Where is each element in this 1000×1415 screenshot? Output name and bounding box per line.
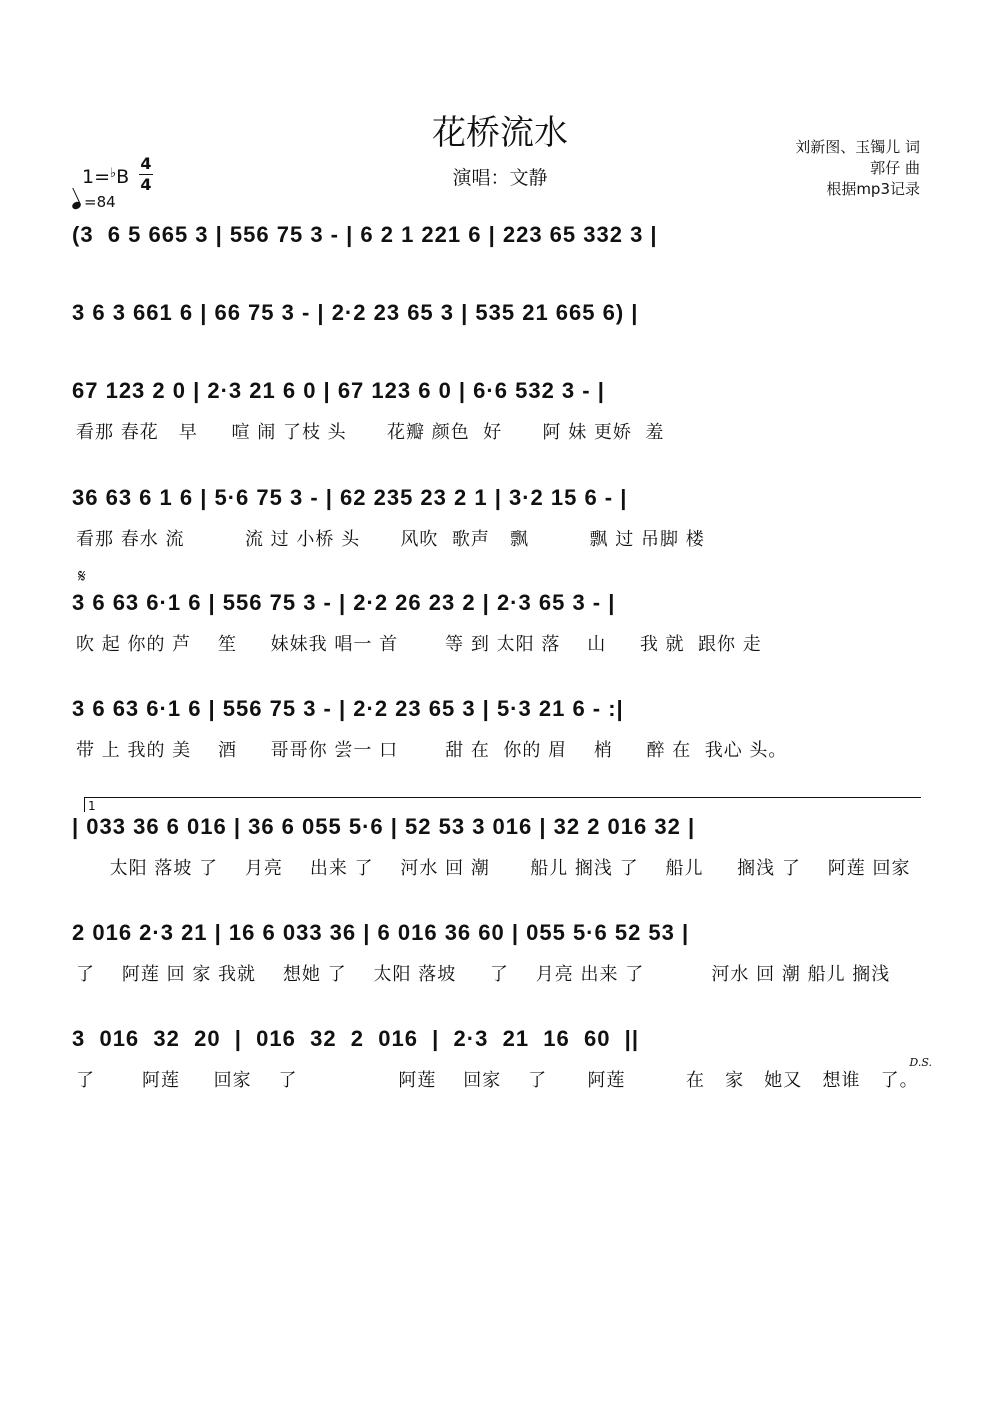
lyric-line: 吹 起 你的 芦 笙 妹妹我 唱一 首 等 到 太阳 落 山 我 就 跟你 走: [76, 634, 762, 655]
tempo-value: =84: [84, 193, 116, 211]
segno-icon: 𝄋: [78, 566, 86, 587]
lyric-line: 看那 春花 早 喧 闹 了枝 头 花瓣 颜色 好 阿 妹 更娇 羞: [76, 422, 665, 443]
volta-bracket: [84, 797, 921, 812]
lyric-line: 带 上 我的 美 酒 哥哥你 尝一 口 甜 在 你的 眉 梢 醉 在 我心 头。: [76, 740, 788, 761]
lyricist-credit: 刘新图、玉镯儿 词: [795, 138, 920, 156]
key-note: B: [116, 166, 130, 188]
dal-segno-marking: D.S.: [909, 1056, 932, 1069]
lyric-line: 看那 春水 流 流 过 小桥 头 风吹 歌声 飘 飘 过 吊脚 楼: [76, 529, 705, 550]
time-top: 4: [140, 154, 152, 173]
notation-line: 3 6 63 6·1 6 | 556 75 3 - | 2·2 26 23 2 | 2·3 65 3 - |: [72, 590, 616, 615]
notation-line: 67 123 2 0 | 2·3 21 6 0 | 67 123 6 0 | 6·6 532 3 - |: [72, 378, 605, 403]
notation-line: | 033 36 6 016 | 36 6 055 5·6 | 52 53 3 016 | 32 2 016 32 |: [72, 814, 696, 839]
volta-number: 1: [88, 799, 96, 813]
quarter-note-icon: [71, 200, 82, 210]
time-signature: [138, 154, 154, 195]
singer-label: 演唱：文静: [452, 167, 548, 189]
composer-credit: 郭仔 曲: [870, 159, 920, 177]
notation-line: 2 016 2·3 21 | 16 6 033 36 | 6 016 36 60 | 055 5·6 52 53 |: [72, 920, 690, 945]
lyric-line: 了 阿莲 回 家 我就 想她 了 太阳 落坡 了 月亮 出来 了 河水 回 潮 船儿 搁浅: [76, 964, 891, 985]
lyric-line: 了 阿莲 回家 了 阿莲 回家 了 阿莲 在 家 她又 想谁 了。: [76, 1070, 919, 1091]
notation-line: 3 6 63 6·1 6 | 556 75 3 - | 2·2 23 65 3 | 5·3 21 6 - :|: [72, 696, 624, 721]
tempo-marking: [72, 193, 116, 211]
lyric-line: 太阳 落坡 了 月亮 出来 了 河水 回 潮 船儿 搁浅 了 船儿 搁浅 了 阿莲 回家: [76, 858, 911, 879]
key-signature: [82, 166, 129, 188]
notation-line: 3 016 32 20 | 016 32 2 016 | 2·3 21 16 60 ||: [72, 1026, 639, 1051]
notation-line: 36 63 6 1 6 | 5·6 75 3 - | 62 235 23 2 1 | 3·2 15 6 - |: [72, 485, 628, 510]
flat-icon: ♭: [110, 166, 117, 181]
transcription-credit: 根据mp3记录: [826, 180, 920, 198]
song-title: 花桥流水: [432, 113, 568, 153]
key-prefix: 1=: [82, 166, 111, 188]
notation-line: (3 6 5 665 3 | 556 75 3 - | 6 2 1 221 6 | 223 65 332 3 |: [72, 222, 658, 247]
notation-line: 3 6 3 661 6 | 66 75 3 - | 2·2 23 65 3 | 535 21 665 6) |: [72, 300, 639, 325]
time-bottom: 4: [140, 175, 152, 194]
